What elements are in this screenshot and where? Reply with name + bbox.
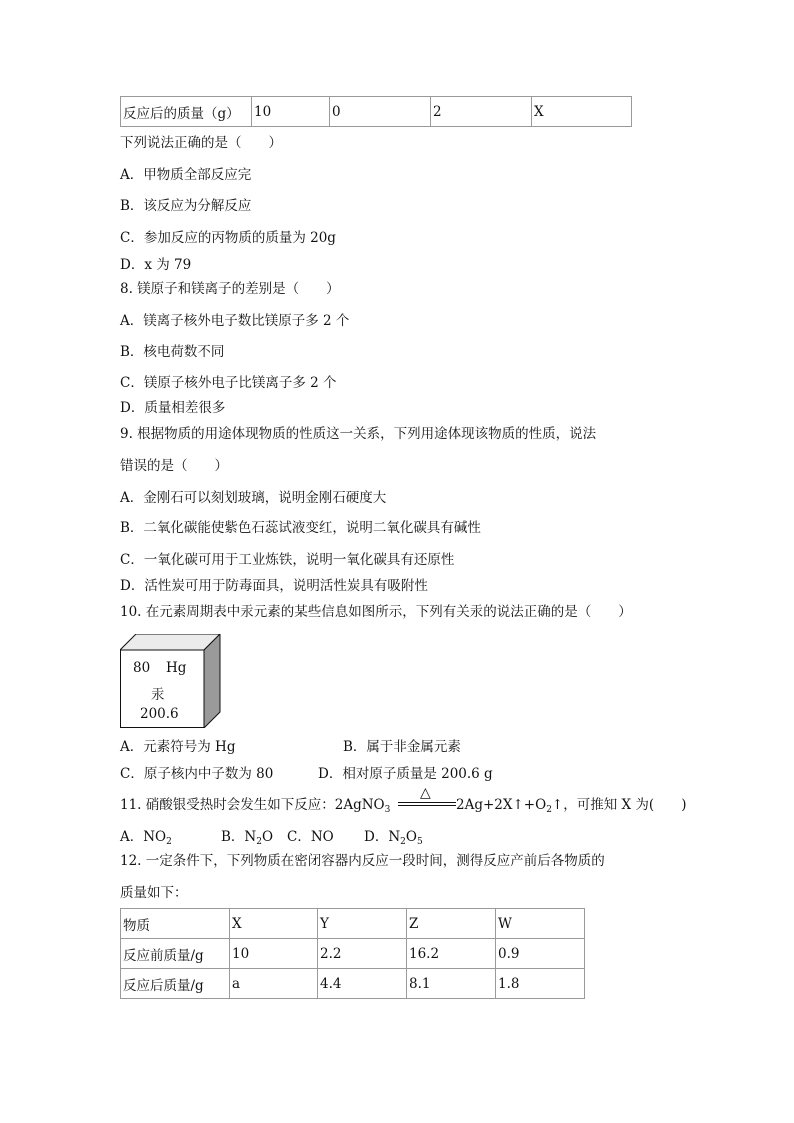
option-tail: O [405, 829, 417, 845]
table-cell: 8.1 [407, 969, 496, 999]
table-row [121, 969, 585, 999]
question-10-option-a: A．元素符号为 Hg [120, 739, 236, 755]
question-9-option-b: B．二氧化碳能使紫色石蕊试液变红，说明二氧化碳具有碱性 [120, 520, 481, 536]
table-header-cell: X [230, 909, 318, 939]
table-cell: 10 [252, 97, 330, 127]
question-9-option-a: A．金刚石可以刻划玻璃，说明金刚石硬度大 [120, 490, 387, 506]
question-8-prompt: 8. 镁原子和镁离子的差别是（ ） [120, 281, 340, 297]
question-11-option-a [120, 828, 172, 851]
table-cell: 反应后质量/g [121, 969, 230, 999]
table-cell: 10 [230, 939, 318, 969]
table-header-cell: Y [318, 909, 407, 939]
option-tail: O [261, 829, 274, 845]
heating-condition [398, 786, 456, 814]
question-10-option-d: D．相对原子质量是 200.6 g [318, 766, 493, 782]
question-7-prompt: 下列说法正确的是（ ） [120, 135, 282, 151]
table-cell: a [230, 969, 318, 999]
question-9-prompt-cont: 错误的是（ ） [120, 458, 228, 474]
subscript: 3 [384, 805, 391, 815]
question-11-option-d [364, 828, 423, 851]
table-header-cell: Z [407, 909, 496, 939]
subscript: 2 [400, 837, 406, 847]
question-8-option-d: D．质量相差很多 [120, 400, 226, 416]
table-cell: 2.2 [318, 939, 407, 969]
question-11-option-b [221, 828, 273, 851]
question-9-option-c: C．一氧化碳可用于工业炼铁，说明一氧化碳具有还原性 [120, 552, 455, 568]
table-cell: 1.8 [496, 969, 585, 999]
table-cell: 4.4 [318, 969, 407, 999]
table-cell: 反应前质量/g [121, 939, 230, 969]
equation-reactant: 11. 硝酸银受热时会发生如下反应：2AgNO [120, 797, 385, 813]
question-8-option-c: C．镁原子核外电子比镁离子多 2 个 [120, 375, 337, 391]
option-label: C．NO [287, 829, 334, 845]
table-cell: 反应后的质量（g） [121, 97, 252, 127]
subscript: 5 [416, 837, 423, 847]
question-9-prompt: 9. 根据物质的用途体现物质的性质这一关系，下列用途体现该物质的性质，说法 [120, 426, 597, 442]
equals-bar [398, 805, 456, 806]
element-symbol: Hg [166, 660, 187, 676]
question-7-option-d: D．x 为 79 [120, 257, 192, 273]
table-cell: 0 [330, 97, 431, 127]
option-label: D．N [364, 829, 401, 845]
heat-triangle-icon: △ [420, 785, 431, 801]
option-label: B．N [221, 829, 257, 845]
question-7-option-a: A．甲物质全部反应完 [120, 167, 252, 183]
subscript: 2 [546, 805, 552, 815]
question-9-option-d: D．活性炭可用于防毒面具，说明活性炭具有吸附性 [120, 578, 428, 594]
table-row [121, 909, 585, 939]
question-12-prompt: 12. 一定条件下，下列物质在密闭容器内反应一段时间，测得反应产前后各物质的 [120, 853, 605, 869]
option-label: A．NO [120, 829, 167, 845]
question-12-prompt-cont: 质量如下： [120, 885, 188, 901]
element-cube-figure [120, 634, 222, 728]
table-cell: 0.9 [496, 939, 585, 969]
question-10-option-b: B．属于非金属元素 [343, 739, 461, 755]
mass-table-after [120, 96, 632, 127]
atomic-number: 80 [133, 660, 151, 676]
element-name: 汞 [151, 687, 165, 703]
table-cell: 16.2 [407, 939, 496, 969]
question-11-suffix: ↑，可推知 X 为( ) [551, 797, 687, 813]
table-row [121, 97, 632, 127]
table-header-cell: 物质 [121, 909, 230, 939]
question-8-option-b: B．核电荷数不同 [120, 344, 225, 360]
equals-bar [398, 802, 456, 803]
table-row [121, 939, 585, 969]
question-10-option-c: C．原子核内中子数为 80 [120, 766, 274, 782]
product-text: 2Ag+2X↑+O [456, 797, 547, 813]
subscript: 2 [256, 837, 262, 847]
question-11-prompt [120, 796, 390, 819]
table-header-cell: W [496, 909, 585, 939]
question-11-option-c [287, 828, 334, 846]
table-cell: 2 [431, 97, 532, 127]
question-7-option-b: B．该反应为分解反应 [120, 198, 252, 214]
table-cell: X [532, 97, 632, 127]
question-10-prompt: 10. 在元素周期表中汞元素的某些信息如图所示，下列有关汞的说法正确的是（ ） [120, 604, 632, 620]
question-7-option-c: C．参加反应的丙物质的质量为 20g [120, 230, 336, 246]
question-8-option-a: A．镁离子核外电子数比镁原子多 2 个 [120, 313, 350, 329]
equation-products [456, 796, 686, 819]
subscript: 2 [166, 837, 172, 847]
atomic-mass: 200.6 [140, 706, 179, 722]
mass-table-q12 [120, 908, 585, 999]
